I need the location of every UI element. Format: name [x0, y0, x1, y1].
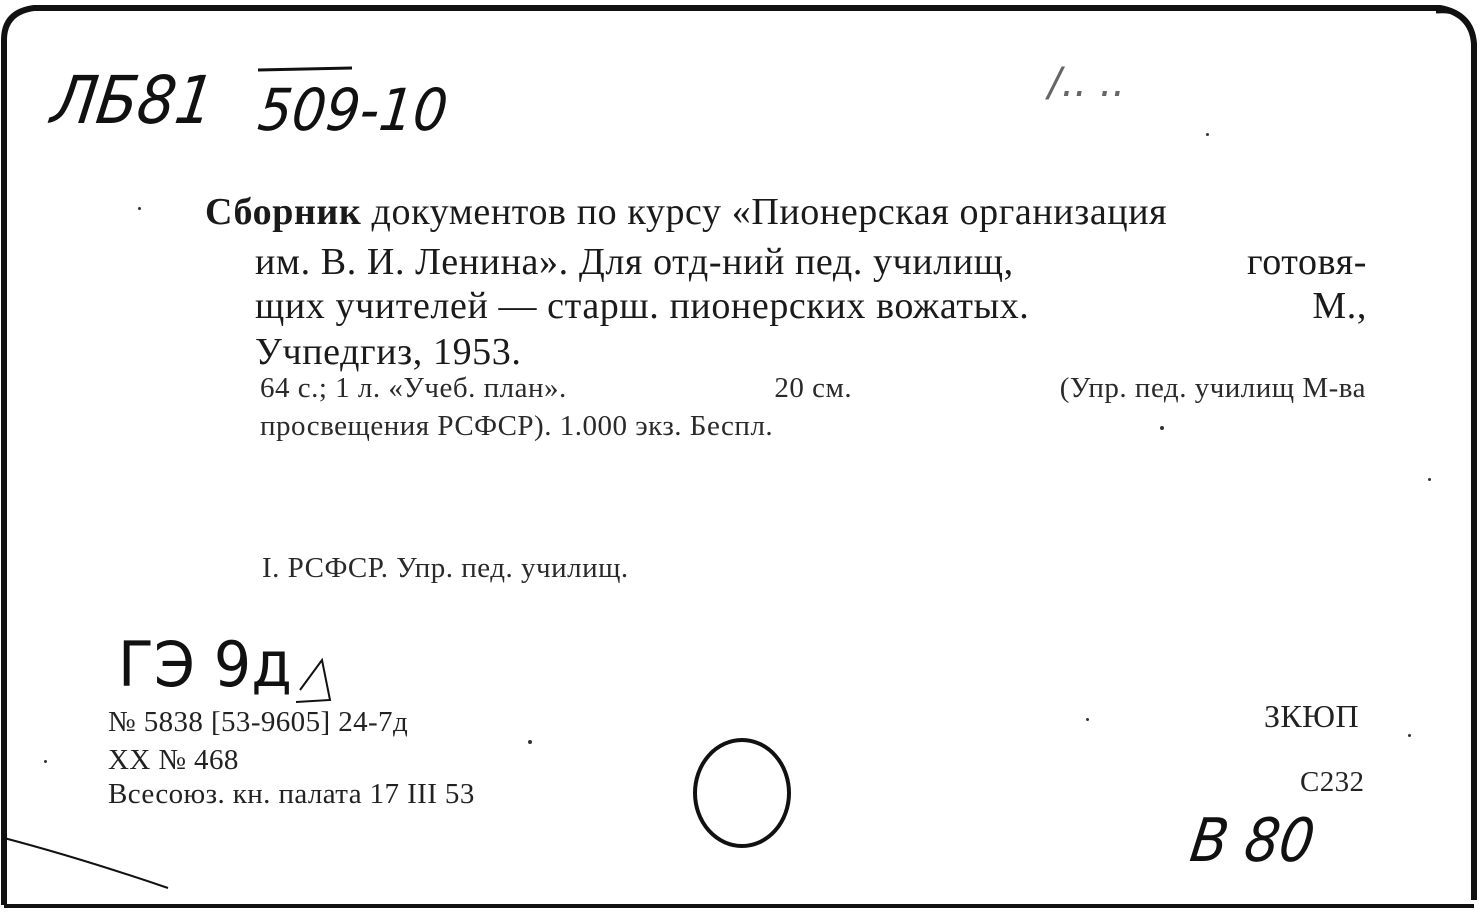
circle-mark — [695, 740, 789, 846]
speck — [1428, 478, 1431, 481]
speck — [528, 740, 532, 744]
description-line-2: просвещения РСФСР). 1.000 экз. Беспл. — [260, 410, 774, 442]
shelfmark-number: 509-10 — [254, 76, 452, 144]
speck — [44, 760, 47, 763]
description-pages: 64 с.; 1 л. «Учеб. план». — [260, 372, 567, 404]
entry-line-2-text: им. В. И. Ленина». Для отд-ний пед. училищ, — [255, 241, 1014, 283]
handwritten-code-right: В 80 — [1186, 806, 1319, 876]
footer-code-right: ЗКЮП — [1264, 698, 1359, 734]
entry-line-2 — [255, 240, 1367, 284]
entry-line-2-end: готовя- — [1246, 241, 1367, 283]
speck — [1408, 734, 1411, 737]
speck — [138, 207, 141, 210]
handwritten-note: /.. .. — [1048, 60, 1126, 106]
footer-code-right-2: С232 — [1300, 766, 1365, 798]
description-line-1 — [260, 372, 1366, 405]
entry-title: Сборник — [205, 191, 362, 233]
entry-title-rest: документов по курсу «Пионерская организация — [371, 191, 1168, 233]
entry-line-3 — [255, 284, 1367, 328]
entry-line-1 — [205, 190, 1167, 234]
entry-line-3-end: М., — [1312, 285, 1367, 327]
handwritten-code-left: ГЭ 9д — [118, 628, 292, 701]
subject-heading: I. РСФСР. Упр. пед. училищ. — [262, 552, 629, 584]
speck — [1206, 133, 1209, 136]
footer-line-3: Всесоюз. кн. палата 17 III 53 — [108, 778, 475, 810]
description-size: 20 см. — [774, 372, 853, 404]
speck — [1160, 426, 1164, 430]
entry-line-3-text: щих учителей — старш. пионерских вожатых. — [255, 285, 1030, 327]
shelfmark-prefix: ЛБ81 — [47, 62, 220, 139]
entry-line-4: Учпедгиз, 1953. — [255, 331, 522, 373]
speck — [1086, 718, 1089, 721]
footer-line-2: XX № 468 — [108, 744, 239, 776]
description-series: (Упр. пед. училищ М-ва — [1059, 372, 1366, 404]
footer-line-1: № 5838 [53-9605] 24-7д — [108, 706, 409, 738]
